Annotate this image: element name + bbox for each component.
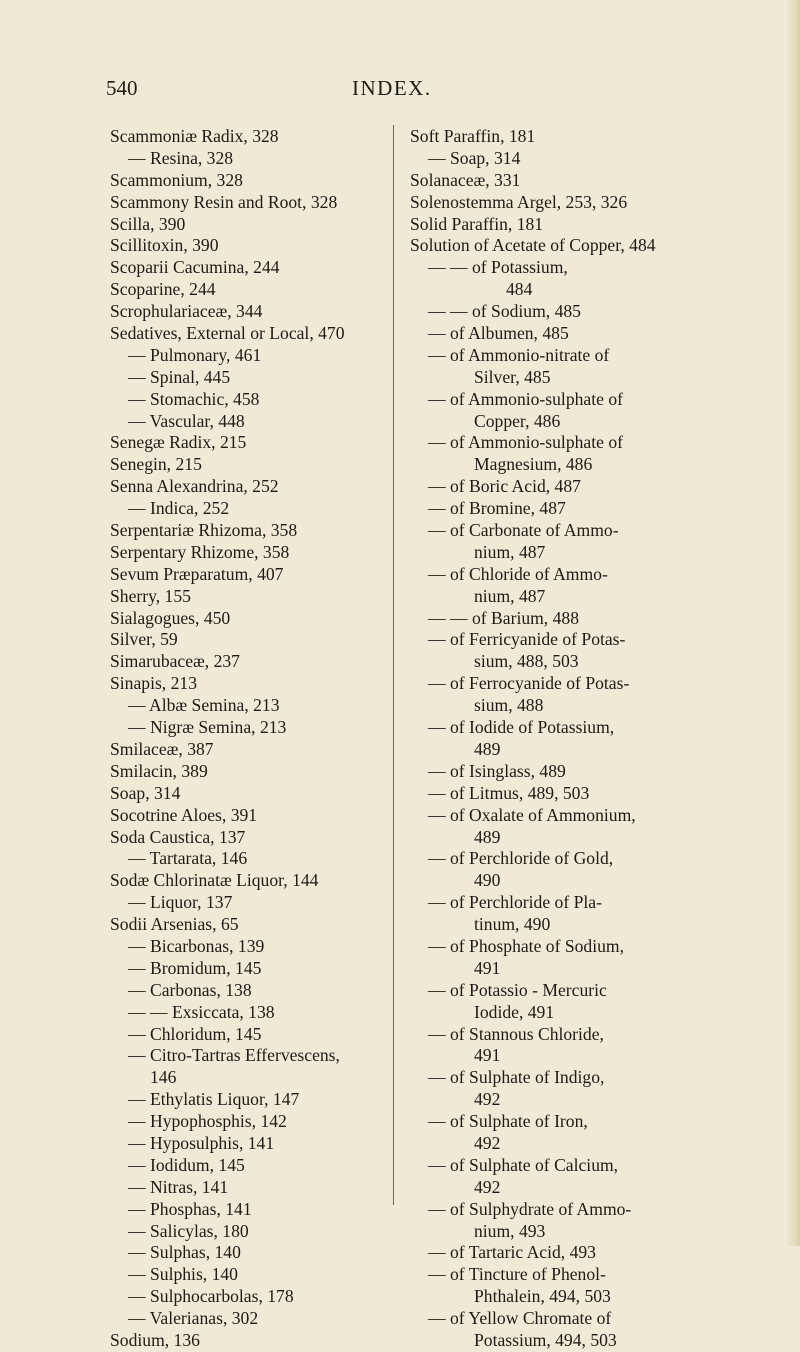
index-entry: Socotrine Aloes, 391 — [110, 804, 258, 825]
running-head-title: INDEX. — [352, 76, 432, 100]
index-entry: — of Litmus, 489, 503 — [428, 782, 590, 803]
index-entry: — Spinal, 445 — [128, 366, 231, 387]
index-entry: — Citro-Tartras Effervescens, — [128, 1045, 340, 1066]
index-entry: — Hyposulphis, 141 — [128, 1132, 275, 1153]
index-entry: nium, 487 — [474, 541, 546, 562]
index-entry: Soap, 314 — [110, 782, 181, 803]
index-entry: — — of Sodium, 485 — [428, 301, 581, 322]
index-entry: — Iodidum, 145 — [128, 1154, 245, 1175]
index-entry: — of Oxalate of Ammonium, — [428, 804, 636, 825]
index-entry: Scilla, 390 — [110, 213, 186, 234]
index-entry: — of Bromine, 487 — [428, 498, 566, 519]
index-entry: 492 — [474, 1089, 501, 1110]
index-entry: — Nitras, 141 — [128, 1176, 229, 1197]
index-entry: Scammoniæ Radix, 328 — [110, 126, 279, 146]
index-entry: Senegin, 215 — [110, 454, 202, 475]
index-entry: Soda Caustica, 137 — [110, 826, 246, 847]
index-entry: — Salicylas, 180 — [128, 1220, 249, 1241]
index-entry: Scillitoxin, 390 — [110, 235, 219, 256]
index-entry: — — Exsiccata, 138 — [128, 1001, 275, 1022]
index-entry: 491 — [474, 957, 501, 978]
index-entry: nium, 493 — [474, 1220, 546, 1241]
index-entry: — of Ammonio-sulphate of — [428, 432, 623, 453]
index-entry: 492 — [474, 1132, 501, 1153]
index-entry: — Ethylatis Liquor, 147 — [128, 1089, 300, 1110]
index-entry: 489 — [474, 826, 501, 847]
index-entry: — Hypophosphis, 142 — [128, 1111, 287, 1132]
index-entry: — Indica, 252 — [128, 498, 230, 519]
index-entry: 489 — [474, 738, 501, 759]
index-entry: Soft Paraffin, 181 — [410, 126, 536, 146]
index-entry: — Tartarata, 146 — [128, 848, 248, 869]
index-entry: — of Carbonate of Ammo- — [428, 520, 619, 541]
index-entry: 146 — [150, 1067, 177, 1088]
index-entry: Solid Paraffin, 181 — [410, 213, 544, 234]
index-entry: Potassium, 494, 503 — [474, 1329, 617, 1350]
index-entry: nium, 487 — [474, 585, 546, 606]
page-edge — [786, 0, 800, 1246]
index-entry: Sevum Præparatum, 407 — [110, 563, 284, 584]
index-entry: — Stomachic, 458 — [128, 388, 260, 409]
index-entry: — of Albumen, 485 — [428, 323, 569, 344]
index-entry: 484 — [506, 279, 533, 300]
index-entry: Serpentariæ Rhizoma, 358 — [110, 520, 298, 541]
index-entry: — Liquor, 137 — [128, 892, 233, 913]
index-entry: — of Sulphate of Calcium, — [428, 1154, 619, 1175]
index-entry: — Phosphas, 141 — [128, 1198, 252, 1219]
index-entry: Scoparii Cacumina, 244 — [110, 257, 280, 278]
index-entry: Sinapis, 213 — [110, 673, 197, 694]
index-entry: — of Perchloride of Gold, — [428, 848, 614, 869]
index-entry: Copper, 486 — [474, 410, 561, 431]
index-entry: Sodii Arsenias, 65 — [110, 914, 239, 935]
index-entry: — Carbonas, 138 — [128, 979, 252, 1000]
index-entry: Serpentary Rhizome, 358 — [110, 541, 290, 562]
index-entry: — Sulphocarbolas, 178 — [128, 1286, 294, 1307]
index-entry: Scrophulariaceæ, 344 — [110, 301, 263, 322]
index-entry: — of Ammonio-sulphate of — [428, 388, 623, 409]
index-entry: — of Perchloride of Pla- — [428, 892, 602, 913]
index-entry: — Sulphis, 140 — [128, 1264, 238, 1285]
index-entry: Sodæ Chlorinatæ Liquor, 144 — [110, 870, 319, 891]
index-entry: 491 — [474, 1045, 501, 1066]
index-entry: — Vascular, 448 — [128, 410, 245, 431]
index-entry: — of Sulphate of Indigo, — [428, 1067, 605, 1088]
index-entry: Smilaceæ, 387 — [110, 738, 214, 759]
index-entry: — of Ferricyanide of Potas- — [428, 629, 626, 650]
index-entry: Solanaceæ, 331 — [410, 169, 521, 190]
index-entry: — Nigræ Semina, 213 — [128, 717, 287, 738]
index-entry: — — of Barium, 488 — [428, 607, 579, 628]
index-entry: — of Sulphate of Iron, — [428, 1111, 588, 1132]
index-entry: — Valerianas, 302 — [128, 1308, 259, 1329]
index-column-right — [410, 126, 740, 1352]
index-entry: — of Sulphydrate of Ammo- — [428, 1198, 632, 1219]
index-entry: — of Yellow Chromate of — [428, 1308, 612, 1329]
index-entry: Phthalein, 494, 503 — [474, 1286, 611, 1307]
index-entry: — of Stannous Chloride, — [428, 1023, 604, 1044]
column-divider — [393, 125, 394, 1205]
index-entry: Silver, 59 — [110, 629, 178, 650]
index-entry: — of Ammonio-nitrate of — [428, 344, 610, 365]
index-entry: — of Phosphate of Sodium, — [428, 935, 624, 956]
index-entry: — Albæ Semina, 213 — [128, 695, 280, 716]
index-entry: — of Tartaric Acid, 493 — [428, 1242, 596, 1263]
index-entry: Sedatives, External or Local, 470 — [110, 323, 345, 344]
index-entry: — of Isinglass, 489 — [428, 760, 566, 781]
index-entry: — of Tincture of Phenol- — [428, 1264, 606, 1285]
index-entry: Scoparine, 244 — [110, 279, 216, 300]
index-entry: Sodium, 136 — [110, 1329, 200, 1350]
index-entry: — Sulphas, 140 — [128, 1242, 241, 1263]
index-entry: — of Ferrocyanide of Potas- — [428, 673, 630, 694]
index-entry: — of Boric Acid, 487 — [428, 476, 581, 497]
index-entry: Senegæ Radix, 215 — [110, 432, 247, 453]
index-entry: — Resina, 328 — [128, 147, 234, 168]
index-entry: Solenostemma Argel, 253, 326 — [410, 191, 628, 212]
index-entry: — Chloridum, 145 — [128, 1023, 262, 1044]
index-entry: Senna Alexandrina, 252 — [110, 476, 279, 497]
index-entry: — of Chloride of Ammo- — [428, 563, 608, 584]
index-entry: Sialagogues, 450 — [110, 607, 231, 628]
index-entry: Magnesium, 486 — [474, 454, 593, 475]
index-entry: — Pulmonary, 461 — [128, 344, 262, 365]
index-entry: Silver, 485 — [474, 366, 551, 387]
index-entry: — of Potassio - Mercuric — [428, 979, 607, 1000]
index-entry: Iodide, 491 — [474, 1001, 555, 1022]
index-entry: Solution of Acetate of Copper, 484 — [410, 235, 656, 256]
index-entry: Simarubaceæ, 237 — [110, 651, 240, 672]
index-entry: 492 — [474, 1176, 501, 1197]
index-entry: — of Iodide of Potassium, — [428, 717, 615, 738]
index-entry: Scammony Resin and Root, 328 — [110, 191, 338, 212]
index-entry: — — of Potassium, — [428, 257, 568, 278]
index-entry: — Bromidum, 145 — [128, 957, 262, 978]
index-entry: Smilacin, 389 — [110, 760, 208, 781]
index-entry: Scammonium, 328 — [110, 169, 243, 190]
index-entry: 490 — [474, 870, 501, 891]
page-number: 540 — [106, 76, 138, 100]
index-column-left — [110, 126, 378, 1352]
index-entry: Sherry, 155 — [110, 585, 191, 606]
page-header — [0, 76, 800, 110]
index-entry: sium, 488 — [474, 695, 544, 716]
index-entry: — Bicarbonas, 139 — [128, 935, 265, 956]
index-entry: — Soap, 314 — [428, 147, 521, 168]
index-entry: sium, 488, 503 — [474, 651, 579, 672]
index-entry: tinum, 490 — [474, 914, 551, 935]
